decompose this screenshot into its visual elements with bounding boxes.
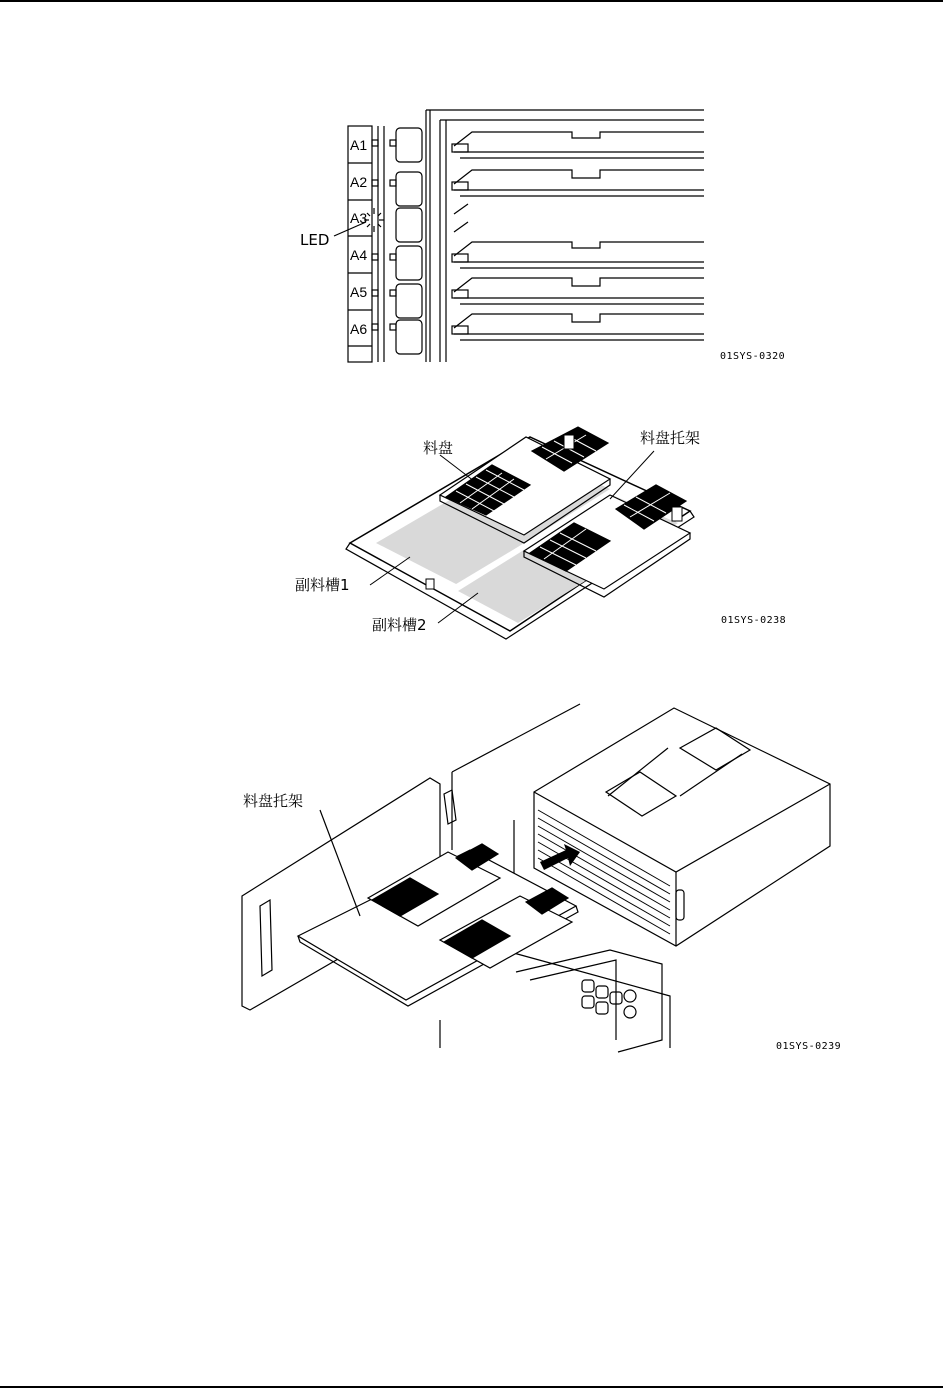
tray-profile-a2 bbox=[452, 170, 704, 196]
slot-label-a6: A6 bbox=[350, 321, 368, 337]
slot-label-a4: A4 bbox=[350, 247, 368, 263]
figure-magazine-slots bbox=[290, 108, 790, 368]
figure3-code: 01SYS-0239 bbox=[776, 1041, 842, 1052]
slot-label-a3: A3 bbox=[350, 210, 368, 226]
slot-label-a1: A1 bbox=[350, 137, 368, 153]
slot-label-a2: A2 bbox=[350, 174, 368, 190]
tray-profile-a4 bbox=[452, 242, 704, 268]
led-label: LED bbox=[300, 231, 330, 249]
tray-profile-a1 bbox=[452, 132, 704, 158]
carrier-label: 料盘托架 bbox=[640, 429, 701, 447]
footer-rule bbox=[0, 1386, 943, 1388]
tray-label: 料盘 bbox=[423, 439, 454, 457]
slot-label-a5: A5 bbox=[350, 284, 368, 300]
carrier-insertion-drawing bbox=[230, 700, 850, 1060]
sub-slot-1-label: 副料槽1 bbox=[295, 576, 350, 594]
figure1-code: 01SYS-0320 bbox=[720, 351, 786, 362]
figure-tray-carrier bbox=[280, 425, 800, 645]
tray-profile-a6 bbox=[452, 314, 704, 340]
figure-carrier-insertion bbox=[230, 700, 850, 1060]
tray-carrier-drawing bbox=[280, 425, 800, 645]
carrier-label: 料盘托架 bbox=[243, 792, 304, 810]
tray-slot-a3-empty bbox=[454, 204, 468, 232]
figure2-code: 01SYS-0238 bbox=[721, 615, 787, 626]
magazine-box bbox=[534, 708, 830, 946]
sub-slot-2-label: 副料槽2 bbox=[372, 616, 427, 634]
header-rule bbox=[0, 0, 943, 2]
tray-profile-a5 bbox=[452, 278, 704, 304]
